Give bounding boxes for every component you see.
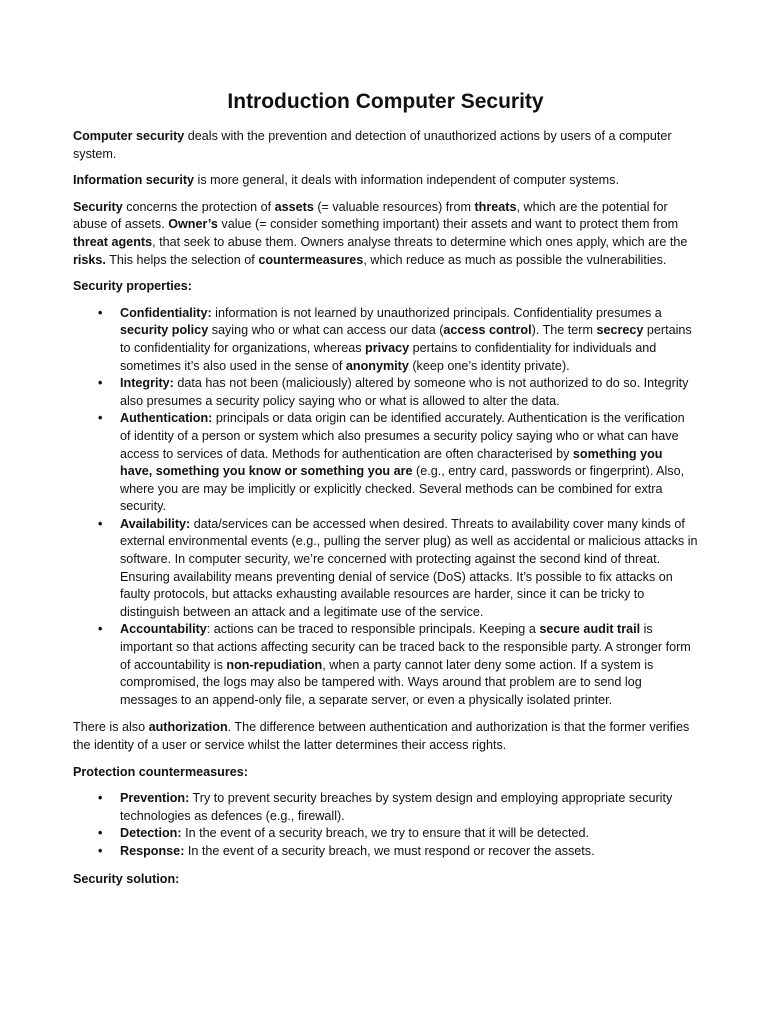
text-run: , that seek to abuse them. Owners analyse threats to determine which ones apply, which are the: [152, 234, 688, 249]
bold-text: security policy: [120, 323, 209, 338]
list-item-authentication: [120, 410, 698, 516]
text-run: : actions can be traced to responsible principals. Keeping a: [206, 622, 540, 637]
text-run: Try to prevent security breaches by system design and employing appropriate security technologies as defences (e.g., firewall).: [120, 791, 673, 823]
bold-text: Information security: [73, 173, 195, 188]
page-title: Introduction Computer Security: [227, 90, 544, 113]
text-run: In the event of a security breach, we must respond or recover the assets.: [184, 843, 595, 858]
paragraph-computer-security: [73, 128, 698, 163]
text-run: saying who or what can access our data (: [208, 323, 444, 338]
list-item-availability: [120, 516, 698, 622]
text-run: (keep one’s identity private).: [408, 358, 570, 373]
text-run: deals with the prevention and detection of unauthorized actions by users of a computer system.: [73, 129, 672, 161]
bold-text: privacy: [365, 340, 410, 355]
list-item-accountability: [120, 621, 698, 709]
security-properties-list: [73, 305, 698, 710]
text-run: is more general, it deals with information independent of computer systems.: [194, 173, 619, 188]
bold-text: countermeasures: [258, 252, 364, 267]
bold-text: Availability:: [120, 516, 191, 531]
text-run: (e.g., entry card, passwords or fingerprint). Also, where you are may be implicitly or explicitly checked. Several methods can be combined for extra security.: [120, 464, 685, 514]
text-run: information is not learned by unauthorized principals. Confidentiality presumes a: [211, 305, 662, 320]
bold-text: anonymity: [345, 358, 409, 373]
text-run: data/services can be accessed when desired. Threats to availability cover many kinds of external environmental events (e.g., pulling the server plug) as well as accidental or malicious attacks in software. In computer security, we’re concerned with protecting against the second kind of threat. Ensuring availability means preventing denial of service (DoS) attacks. It’s possible to fix attacks on faulty protocols, but attacks exhausting available resources are harder, since it can be tricky to distinguish between an attack and a legitimate use of the service.: [120, 516, 698, 619]
text-run: , which are the potential for abuse of assets.: [73, 199, 668, 232]
bold-text: authorization: [148, 720, 228, 735]
paragraph-authorization: [73, 719, 698, 754]
text-run: There is also: [73, 720, 149, 735]
paragraph-information-security: [73, 172, 698, 190]
bold-text: Owner’s: [168, 217, 218, 232]
bold-text: Response:: [120, 843, 185, 858]
bold-text: Security: [73, 199, 123, 214]
text-run: . The difference between authentication and authorization is that the former verifies the identity of a user or service whilst the latter determines their access rights.: [73, 720, 690, 752]
bold-text: Integrity:: [120, 376, 174, 391]
bold-text: Prevention:: [120, 791, 190, 806]
list-item-integrity: [120, 375, 698, 410]
text-run: , when a party cannot later deny some action. If a system is compromised, the logs may also be tampered with. Ways around that problem are to send log messages to an append-only file, a separate server, or even a physically isolated printer.: [120, 657, 654, 707]
bold-text: Accountability: [120, 622, 207, 637]
text-run: concerns the protection of: [122, 199, 275, 214]
heading-protection-countermeasures: Protection countermeasures:: [73, 764, 248, 779]
bold-text: assets: [274, 199, 314, 214]
bold-text: access control: [443, 323, 532, 338]
bold-text: Authentication:: [120, 411, 213, 426]
heading-security-solution: Security solution:: [73, 871, 180, 886]
bold-text: something you have, something you know or something you are: [120, 446, 663, 479]
text-run: pertains to confidentiality for organizations, whereas: [120, 323, 692, 355]
text-run: ). The term: [531, 323, 597, 338]
paragraph-security: [73, 199, 698, 269]
text-run: value (= consider something important) their assets and want to protect them from: [217, 217, 679, 232]
text-run: pertains to confidentiality for individuals and sometimes it’s also used in the sense of: [120, 340, 657, 373]
bold-text: secrecy: [596, 323, 644, 338]
bold-text: Confidentiality:: [120, 305, 212, 320]
text-run: (= valuable resources) from: [313, 199, 475, 214]
heading-security-properties: Security properties:: [73, 279, 192, 294]
text-run: data has not been (maliciously) altered by someone who is not authorized to do so. Integrity also presumes a security policy saying who or what is allowed to alter the data.: [120, 376, 689, 408]
list-item-confidentiality: [120, 305, 698, 375]
list-item-response: [120, 843, 698, 861]
bold-text: threat agents: [73, 234, 153, 249]
text-run: principals or data origin can be identified accurately. Authentication is the verification of identity of a person or system which also presumes a security policy saying who or what can have access to services of data. Methods for authentication are often characterised by: [120, 411, 685, 461]
bold-text: Computer security: [73, 129, 185, 143]
bold-text: risks.: [73, 252, 106, 267]
countermeasures-list: [73, 790, 698, 860]
text-run: This helps the selection of: [105, 252, 259, 267]
bold-text: secure audit trail: [539, 622, 641, 637]
bold-text: threats: [474, 199, 517, 214]
text-run: , which reduce as much as possible the vulnerabilities.: [363, 252, 667, 267]
list-item-detection: [120, 825, 698, 843]
bold-text: Detection:: [120, 826, 182, 841]
text-run: is important so that actions affecting security can be traced back to the responsible party. A stronger form of accountability is: [120, 622, 691, 672]
text-run: In the event of a security breach, we try to ensure that it will be detected.: [181, 826, 589, 841]
list-item-prevention: [120, 790, 698, 825]
bold-text: non-repudiation: [226, 657, 323, 672]
